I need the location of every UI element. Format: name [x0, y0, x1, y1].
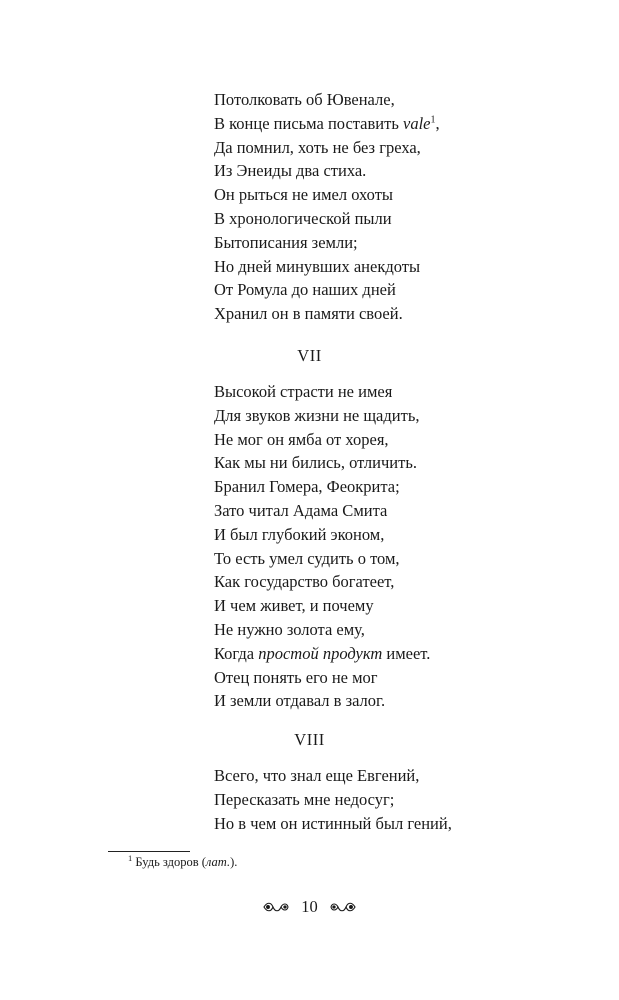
verse-line: От Ромула до наших дней — [214, 280, 396, 300]
verse-line-with-emphasis — [214, 642, 594, 666]
page-number: 10 — [301, 897, 318, 916]
stanza-3 — [214, 764, 594, 835]
verse-line: Всего, что знал еще Евгений, — [214, 766, 420, 785]
section-heading-viii: VIII — [294, 730, 325, 749]
verse-line: Отец понять его не мог — [214, 667, 378, 687]
verse-line: Но дней минувших анекдоты — [214, 256, 421, 276]
verse-line: Да помнил, хоть не без греха, — [214, 137, 421, 157]
stanza-1 — [214, 88, 594, 326]
footnote-mark: 1 — [128, 852, 133, 863]
verse-line: Для звуков жизни не щадить, — [214, 405, 420, 425]
verse-line: И чем живет, и почему — [214, 596, 374, 616]
verse-line: И был глубокий эконом, — [214, 524, 385, 544]
footnote-reference[interactable]: 1 — [430, 114, 436, 126]
latin-word-vale: vale — [403, 113, 431, 133]
footnote-text: ). — [230, 855, 238, 869]
section-heading-vii: VII — [297, 346, 322, 365]
verse-line: То есть умел судить о том, — [214, 548, 400, 568]
verse-line: Не нужно золота ему, — [214, 619, 365, 639]
fleuron-icon — [261, 900, 291, 914]
fleuron-icon — [328, 900, 358, 914]
verse-line-text: Когда — [214, 643, 259, 663]
verse-line: В хронологической пыли — [214, 208, 392, 228]
verse-line: Зато читал Адама Смита — [214, 500, 388, 520]
verse-line: Не мог он ямба от хорея, — [214, 429, 389, 449]
verse-line: Бытописания земли; — [214, 232, 358, 252]
footnote — [128, 852, 238, 870]
verse-line: Из Энеиды два стиха. — [214, 161, 367, 181]
verse-line: И земли отдавал в залог. — [214, 691, 386, 711]
verse-line: Пересказать мне недосуг; — [214, 789, 395, 809]
verse-line: Как государство богатеет, — [214, 572, 395, 592]
verse-line: Потолковать об Ювенале, — [214, 90, 395, 109]
verse-line: Но в чем он истинный был гений, — [214, 813, 452, 833]
verse-line: Хранил он в памяти своей. — [214, 304, 403, 324]
stanza-2 — [214, 380, 594, 713]
page-folio — [0, 897, 619, 917]
footnote-separator — [108, 851, 190, 852]
footnote-text: Будь здоров ( — [132, 855, 206, 869]
verse-line-text: имеет. — [382, 643, 431, 663]
verse-line-text: В конце письма поставить — [214, 113, 403, 133]
verse-line: Как мы ни бились, отличить. — [214, 453, 417, 473]
verse-line: Он рыться не имел охоты — [214, 185, 394, 205]
verse-line: Бранил Гомера, Феокрита; — [214, 477, 400, 497]
verse-line-with-footnote — [214, 112, 594, 136]
emphasized-phrase: простой продукт — [258, 643, 383, 663]
verse-line: Высокой страсти не имея — [214, 382, 393, 401]
verse-punctuation: , — [435, 113, 440, 133]
footnote-language-abbrev: лат. — [205, 855, 231, 869]
